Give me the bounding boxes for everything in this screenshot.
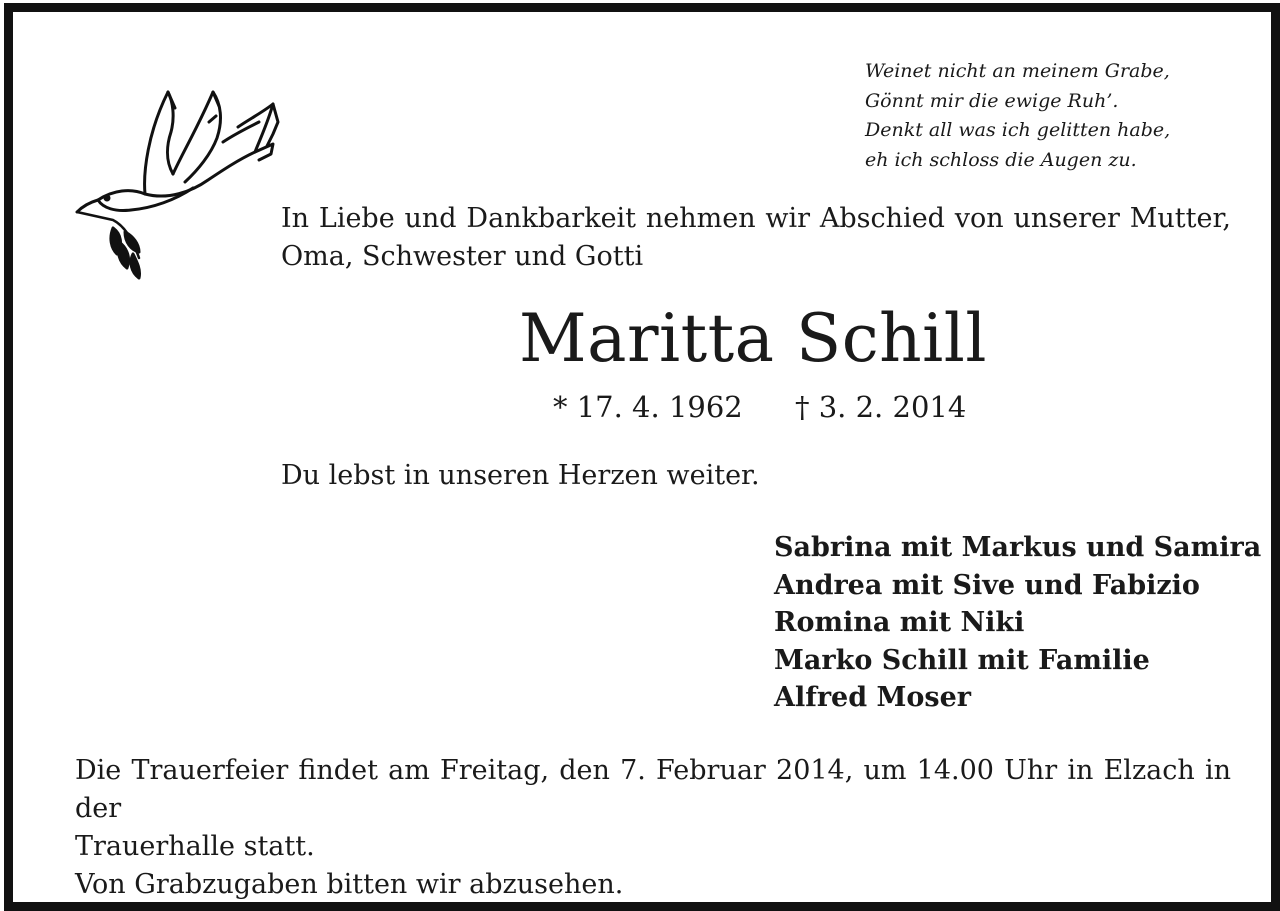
death-date: † 3. 2. 2014 xyxy=(795,390,967,424)
poem-line: Gönnt mir die ewige Ruh’. xyxy=(865,89,1119,112)
mourner-name: Alfred Moser xyxy=(774,682,972,713)
mourner-name: Sabrina mit Markus und Samira xyxy=(774,532,1262,563)
poem-line: Denkt all was ich gelitten habe, xyxy=(865,119,1171,141)
birth-date: * 17. 4. 1962 xyxy=(553,390,743,424)
obituary-card xyxy=(4,3,1280,911)
mourner-name: Marko Schill mit Familie xyxy=(774,644,1150,676)
mourners-list xyxy=(774,529,1261,717)
poem-line: Weinet nicht an meinem Grabe, xyxy=(865,60,1170,82)
poem-line: eh ich schloss die Augen zu. xyxy=(865,148,1137,171)
deceased-name: Maritta Schill xyxy=(519,300,987,377)
service-note: Von Grabzugaben bitten wir abzusehen. xyxy=(75,869,624,900)
mourner-name: Romina mit Niki xyxy=(774,607,1025,638)
service-line: Trauerhalle statt. xyxy=(75,831,315,862)
tribute-text: Du lebst in unseren Herzen weiter. xyxy=(281,460,760,491)
dove-icon xyxy=(73,82,283,282)
intro-text: In Liebe und Dankbarkeit nehmen wir Abschied von unserer Mutter, Oma, Schwester und Gotti xyxy=(281,203,1231,272)
poem xyxy=(865,57,1170,175)
service-line: Die Trauerfeier findet am Freitag, den 7. Februar 2014, um 14.00 Uhr in Elzach in der xyxy=(75,755,1231,824)
service-info xyxy=(75,752,1231,904)
mourner-name: Andrea mit Sive und Fabizio xyxy=(774,569,1200,601)
